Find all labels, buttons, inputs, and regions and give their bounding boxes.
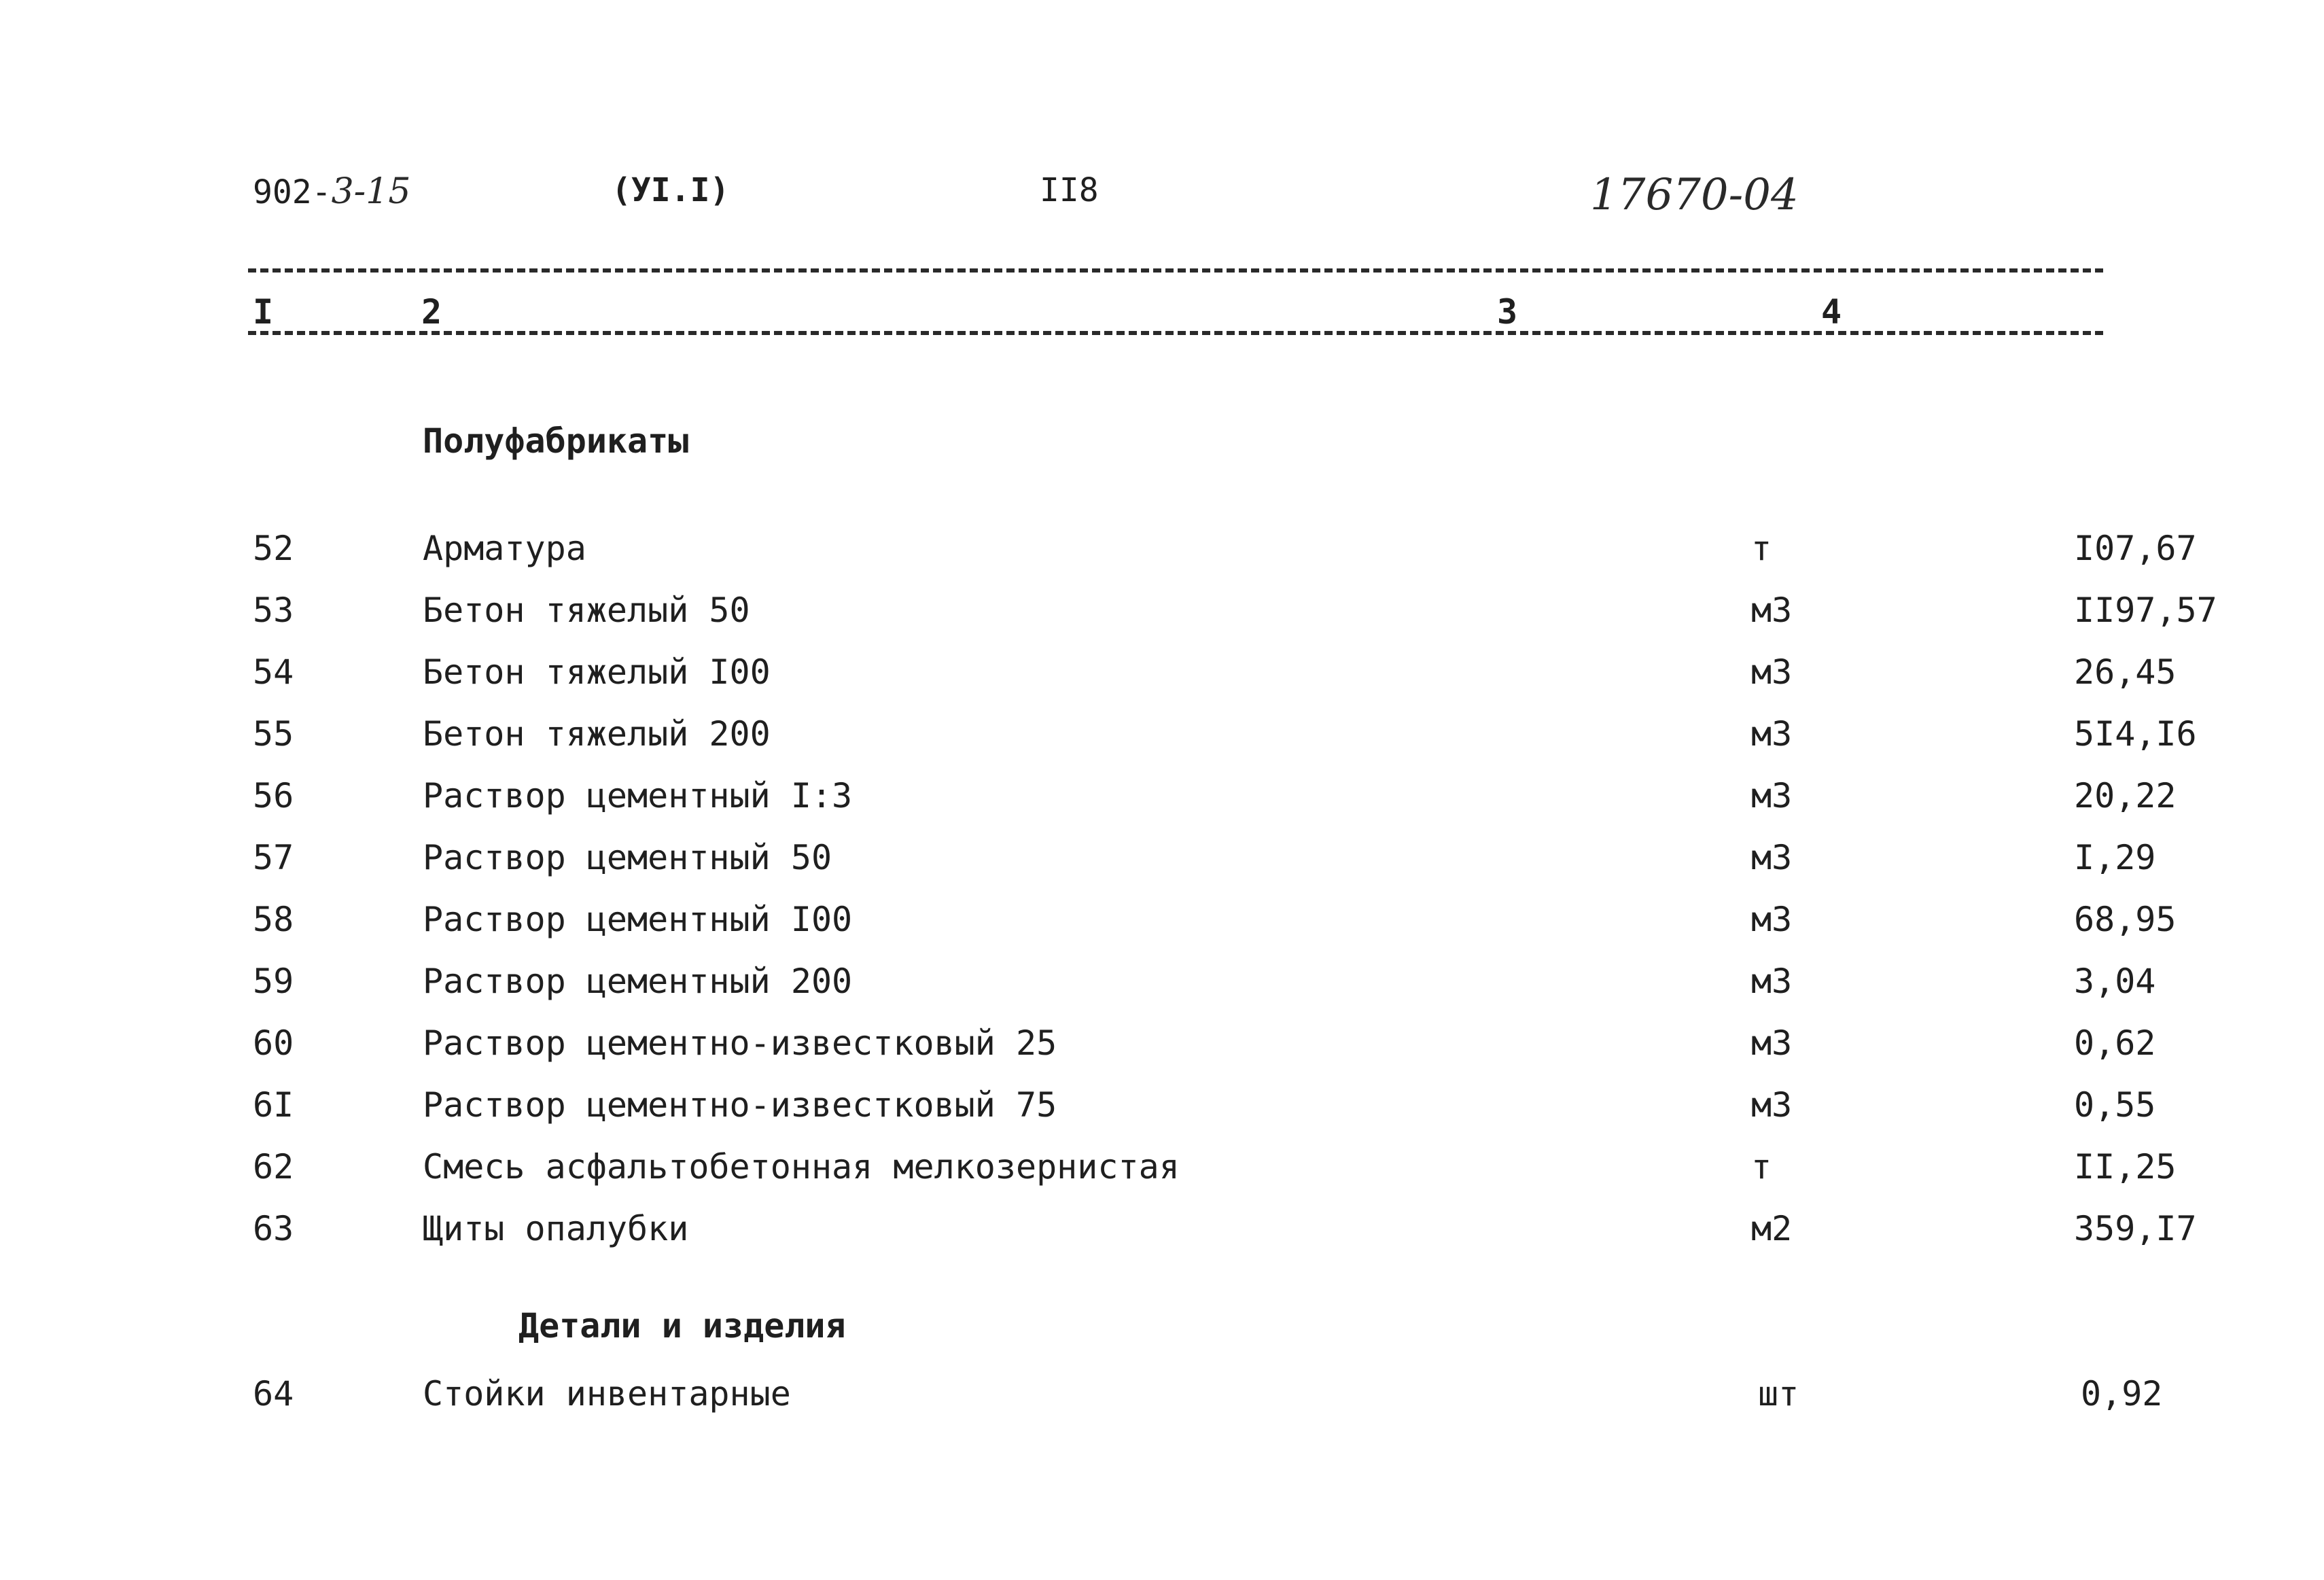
row-name: Раствор цементный I00 [423, 900, 853, 939]
row-unit: м2 [1751, 1209, 1793, 1248]
row-number: 59 [253, 962, 294, 1001]
row-quantity: 68,95 [2074, 900, 2177, 939]
row-quantity: 5I4,I6 [2074, 714, 2197, 754]
part-number: (УI.I) [612, 171, 730, 209]
row-quantity: 20,22 [2074, 776, 2177, 815]
row-number: 53 [253, 591, 294, 630]
handwritten-doc-number: 17670-04 [1590, 170, 1799, 220]
row-unit: м3 [1751, 776, 1793, 815]
row-number: 6I [253, 1085, 294, 1125]
column-number-4: 4 [1821, 292, 1842, 332]
row-name: Щиты опалубки [423, 1209, 689, 1248]
row-number: 64 [253, 1374, 294, 1414]
row-name: Раствор цементный I:3 [423, 776, 853, 815]
row-unit: т [1751, 529, 1772, 568]
row-quantity: 3,04 [2074, 962, 2156, 1001]
top-dashed-rule [248, 268, 2103, 273]
row-number: 54 [253, 652, 294, 692]
row-unit: м3 [1751, 1023, 1793, 1063]
row-unit: м3 [1751, 652, 1793, 692]
row-quantity: I07,67 [2074, 529, 2197, 568]
row-quantity: 0,55 [2074, 1085, 2156, 1125]
row-number: 55 [253, 714, 294, 754]
row-unit: м3 [1751, 1085, 1793, 1125]
page-number: II8 [1040, 171, 1099, 209]
row-name: Раствор цементный 200 [423, 962, 853, 1001]
row-name: Бетон тяжелый 200 [423, 714, 771, 754]
document-code-handwritten: 3-15 [331, 171, 411, 212]
row-quantity: 0,62 [2074, 1023, 2156, 1063]
row-number: 63 [253, 1209, 294, 1248]
column-number-2: 2 [421, 292, 442, 332]
row-unit: м3 [1751, 838, 1793, 877]
row-unit: м3 [1751, 714, 1793, 754]
row-unit: т [1751, 1147, 1772, 1187]
document-code [253, 171, 410, 212]
row-number: 52 [253, 529, 294, 568]
row-number: 58 [253, 900, 294, 939]
row-quantity: 0,92 [2081, 1374, 2163, 1414]
row-number: 60 [253, 1023, 294, 1063]
row-quantity: 359,I7 [2074, 1209, 2197, 1248]
row-name: Стойки инвентарные [423, 1374, 791, 1414]
column-number-1: I [253, 292, 274, 332]
row-unit: м3 [1751, 900, 1793, 939]
row-name: Бетон тяжелый 50 [423, 591, 750, 630]
column-number-3: 3 [1497, 292, 1518, 332]
row-unit: м3 [1751, 591, 1793, 630]
row-name: Раствор цементно-известковый 25 [423, 1023, 1057, 1063]
row-unit: шт [1758, 1374, 1799, 1414]
document-code-printed: 902- [253, 173, 332, 211]
row-name: Раствор цементный 50 [423, 838, 832, 877]
row-quantity: 26,45 [2074, 652, 2177, 692]
row-number: 57 [253, 838, 294, 877]
row-quantity: II,25 [2074, 1147, 2177, 1187]
row-name: Арматура [423, 529, 586, 568]
row-unit: м3 [1751, 962, 1793, 1001]
row-number: 62 [253, 1147, 294, 1187]
section-title: Детали и изделия [518, 1306, 846, 1346]
row-name: Смесь асфальтобетонная мелкозернистая [423, 1147, 1180, 1187]
row-number: 56 [253, 776, 294, 815]
row-quantity: II97,57 [2074, 591, 2217, 630]
row-name: Бетон тяжелый I00 [423, 652, 771, 692]
row-name: Раствор цементно-известковый 75 [423, 1085, 1057, 1125]
section-title: Полуфабрикаты [423, 421, 689, 461]
row-quantity: I,29 [2074, 838, 2156, 877]
